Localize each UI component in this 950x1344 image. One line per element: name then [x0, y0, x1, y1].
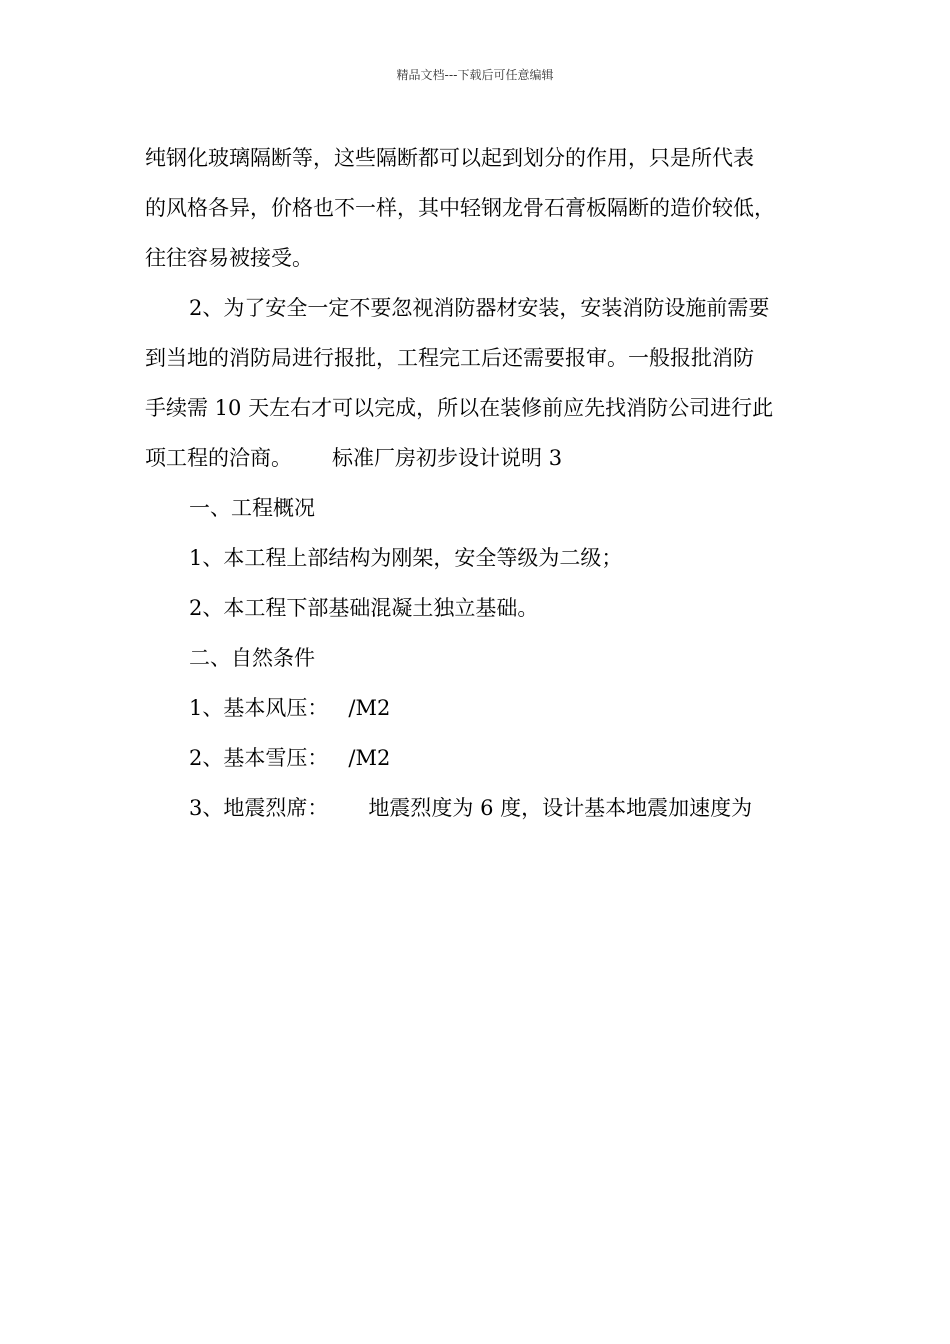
section-heading-project-overview: 一、工程概况	[189, 496, 315, 520]
text-line: 的风格各异，价格也不一样，其中轻钢龙骨石膏板隔断的造价较低，	[145, 196, 775, 220]
text-line: 2、为了安全一定不要忽视消防器材安装，安装消防设施前需要	[189, 296, 770, 320]
list-item: 2、本工程下部基础混凝土独立基础。	[189, 596, 539, 620]
page-header: 精品文档---下载后可任意编辑	[396, 68, 554, 82]
list-item: 3、地震烈席： 地震烈度为 6 度，设计基本地震加速度为	[189, 796, 753, 820]
text-line: 往往容易被接受。	[145, 246, 313, 270]
text-line: 项工程的洽商。 标准厂房初步设计说明 3	[145, 446, 563, 470]
text-line: 纯钢化玻璃隔断等，这些隔断都可以起到划分的作用，只是所代表	[145, 146, 754, 170]
paragraph-partitions	[145, 133, 835, 283]
text-line: 手续需 10 天左右才可以完成，所以在装修前应先找消防公司进行此	[145, 396, 774, 420]
document-body	[145, 133, 835, 833]
list-item: 2、基本雪压： /M2	[189, 746, 391, 770]
paragraph-fire-safety	[145, 283, 835, 483]
section-heading-natural-conditions: 二、自然条件	[189, 646, 315, 670]
text-line: 到当地的消防局进行报批，工程完工后还需要报审。一般报批消防	[145, 346, 754, 370]
list-item: 1、基本风压： /M2	[189, 696, 391, 720]
list-item: 1、本工程上部结构为刚架，安全等级为二级；	[189, 546, 623, 570]
